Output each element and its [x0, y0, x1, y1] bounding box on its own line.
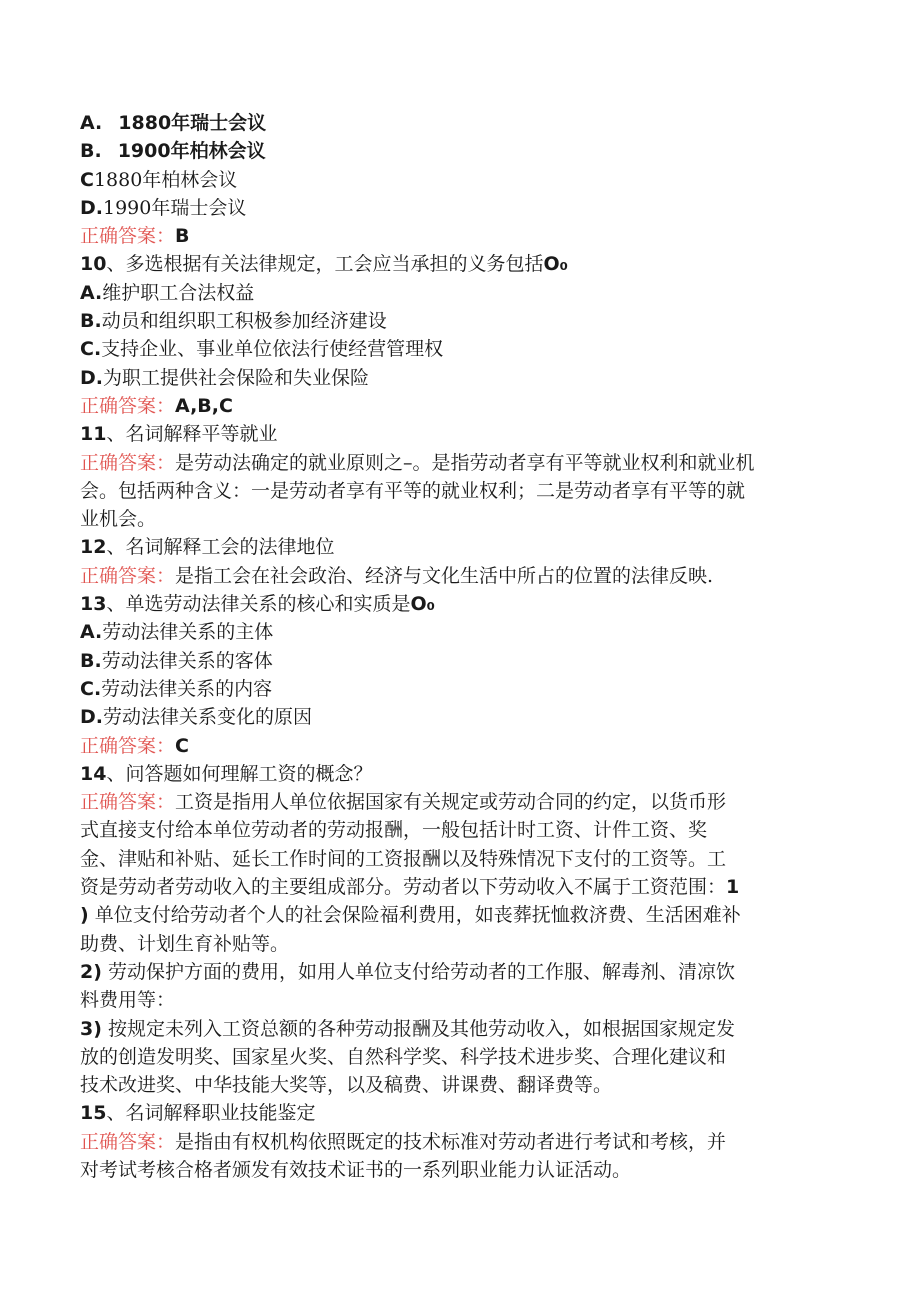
answer-text: 对考试考核合格者颁发有效技术证书的一系列职业能力认证活动。 [80, 1158, 632, 1181]
q9-option-d [80, 194, 850, 222]
question-text: 、多选根据有关法律规定，工会应当承担的义务包括 [106, 253, 544, 276]
option-text: 劳动法律关系的主体 [102, 621, 274, 644]
option-label: A. [80, 281, 103, 304]
question-number: 13 [80, 593, 107, 616]
q14-answer-line-9 [80, 1015, 850, 1043]
answer-label: 正确答案： [80, 451, 176, 474]
q14-answer-line-10 [80, 1043, 850, 1071]
question-number: 10 [80, 253, 107, 276]
list-mark: 1 [726, 876, 740, 899]
q13-option-d [80, 703, 850, 731]
q15-question [80, 1099, 850, 1127]
answer-value: A,B,C [175, 394, 233, 417]
option-text: 动员和组织职工积极参加经济建设 [101, 310, 387, 333]
q14-answer-line-5 [80, 901, 850, 929]
answer-text: 劳动保护方面的费用，如用人单位支付给劳动者的工作服、解毒剂、清凉饮 [107, 960, 735, 983]
list-mark: ) [80, 904, 89, 927]
answer-label: 正确答案： [80, 791, 176, 814]
question-text: 、名词解释平等就业 [106, 423, 278, 446]
q10-option-c [80, 335, 850, 363]
list-mark: 3) [80, 1017, 102, 1040]
list-mark: 2) [80, 960, 102, 983]
document-body [80, 109, 850, 1184]
q15-answer-line-1 [80, 1128, 850, 1156]
option-text: 1990年瑞士会议 [103, 196, 247, 219]
q14-answer-line-6 [80, 930, 850, 958]
answer-label: 正确答案： [80, 1130, 176, 1153]
q13-question [80, 590, 850, 618]
answer-text: 式直接支付给本单位劳动者的劳动报酬，一般包括计时工资、计件工资、奖 [80, 819, 708, 842]
answer-text: 单位支付给劳动者个人的社会保险福利费用，如丧葬抚恤救济费、生活困难补 [94, 904, 741, 927]
option-text: 支持企业、事业单位依法行使经营管理权 [101, 338, 444, 361]
option-label: B. [80, 140, 102, 163]
answer-text: 放的创造发明奖、国家星火奖、自然科学奖、科学技术进步奖、合理化建议和 [80, 1045, 727, 1068]
q14-answer-line-3 [80, 845, 850, 873]
q9-option-c [80, 166, 850, 194]
q14-answer-line-4 [80, 873, 850, 901]
q10-option-d [80, 364, 850, 392]
answer-text: 资是劳动者劳动收入的主要组成部分。劳动者以下劳动收入不属于工资范围： [80, 876, 727, 899]
option-label: D. [80, 706, 103, 729]
q13-option-b [80, 647, 850, 675]
q14-answer-line-2 [80, 816, 850, 844]
option-label: A. [80, 112, 103, 134]
answer-text: 助费、计划生育补贴等。 [80, 932, 290, 955]
answer-text: 技术改进奖、中华技能大奖等，以及稿费、讲课费、翻译费等。 [80, 1074, 613, 1097]
answer-text: 是指由有权机构依照既定的技术标准对劳动者进行考试和考核，并 [175, 1130, 727, 1153]
answer-text: 按规定未列入工资总额的各种劳动报酬及其他劳动收入，如根据国家规定发 [107, 1017, 735, 1040]
option-label: C [80, 168, 94, 191]
option-label: C. [80, 677, 102, 700]
q13-answer [80, 732, 850, 760]
question-text: 、单选劳动法律关系的核心和实质是 [106, 593, 411, 616]
q9-option-a [80, 109, 850, 137]
option-text: 维护职工合法权益 [102, 281, 255, 304]
question-tail: O₀ [410, 593, 435, 616]
question-text: 、名词解释职业技能鉴定 [106, 1102, 316, 1125]
q9-option-b [80, 137, 850, 165]
q10-option-b [80, 307, 850, 335]
question-tail: O₀ [543, 253, 568, 276]
q11-answer-line-1 [80, 449, 850, 477]
answer-label: 正确答案： [80, 225, 176, 248]
q11-question [80, 420, 850, 448]
q14-answer-line-7 [80, 958, 850, 986]
q15-answer-line-2 [80, 1156, 850, 1184]
q10-question [80, 250, 850, 278]
q11-answer-line-3 [80, 505, 850, 533]
q9-answer [80, 222, 850, 250]
answer-text: 业机会。 [80, 508, 157, 531]
question-text: 、问答题如何理解工资的概念？ [106, 762, 373, 785]
q14-answer-line-1 [80, 788, 850, 816]
q11-answer-line-2 [80, 477, 850, 505]
option-text: 1880年瑞士会议 [118, 112, 267, 134]
question-number: 15 [80, 1102, 107, 1125]
answer-text: 料费用等： [80, 989, 176, 1012]
question-text: 、名词解释工会的法律地位 [106, 536, 335, 559]
q10-option-a [80, 279, 850, 307]
question-number: 14 [80, 762, 107, 785]
answer-text: 金、津贴和补贴、延长工作时间的工资报酬以及特殊情况下支付的工资等。工 [80, 847, 727, 870]
option-label: C. [80, 338, 102, 361]
answer-text: 会。包括两种含义：一是劳动者享有平等的就业权利；二是劳动者享有平等的就 [80, 479, 746, 502]
q10-answer [80, 392, 850, 420]
option-text: 劳动法律关系的客体 [101, 649, 273, 672]
answer-label: 正确答案： [80, 394, 176, 417]
option-text: 1900年柏林会议 [117, 140, 266, 163]
q14-answer-line-8 [80, 986, 850, 1014]
question-number: 12 [80, 536, 107, 559]
option-label: B. [80, 649, 102, 672]
answer-text: 是指工会在社会政治、经济与文化生活中所占的位置的法律反映. [175, 564, 714, 587]
option-label: D. [80, 366, 103, 389]
q14-question [80, 760, 850, 788]
option-text: 1880年柏林会议 [93, 168, 238, 191]
answer-label: 正确答案： [80, 734, 176, 757]
q13-option-a [80, 618, 850, 646]
q14-answer-line-11 [80, 1071, 850, 1099]
option-label: A. [80, 621, 103, 644]
answer-value: C [175, 734, 189, 757]
option-label: B. [80, 310, 102, 333]
q12-question [80, 533, 850, 561]
option-text: 劳动法律关系变化的原因 [103, 706, 313, 729]
answer-text: 工资是指用人单位依据国家有关规定或劳动合同的约定，以货币形 [175, 791, 727, 814]
option-text: 为职工提供社会保险和失业保险 [103, 366, 370, 389]
option-text: 劳动法律关系的内容 [101, 677, 273, 700]
q13-option-c [80, 675, 850, 703]
option-label: D. [80, 196, 103, 219]
answer-label: 正确答案： [80, 564, 176, 587]
answer-text: 是劳动法确定的就业原则之–。是指劳动者享有平等就业权利和就业机 [175, 451, 755, 474]
answer-value: B [175, 225, 190, 248]
q12-answer [80, 562, 850, 590]
question-number: 11 [80, 423, 107, 446]
